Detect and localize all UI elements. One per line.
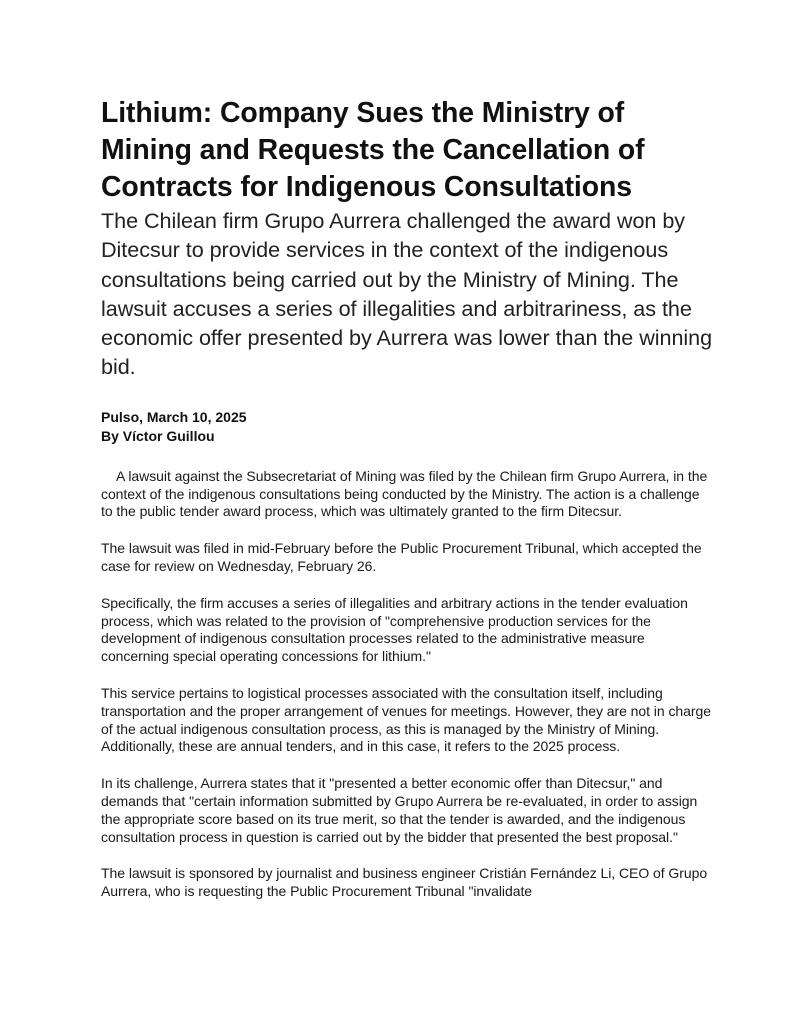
paragraph: This service pertains to logistical processes associated with the consultation itself, including transportation and the proper arrangement of venues for meetings. However, they are not in charge of the actual indigenous consultation process, as this is managed by the Ministry of Mining. Additionally, these are annual tenders, and in this case, it refers to the 2025 process. <box>101 684 711 755</box>
article-body <box>101 468 713 901</box>
article-subheadline: The Chilean firm Grupo Aurrera challenged the award won by Ditecsur to provide services in the context of the indigenous consultations being carried out by the Ministry of Mining. The lawsuit accuses a series of illegalities and arbitrariness, as the economic offer presented by Aurrera was lower than the winning bid. <box>101 208 713 380</box>
paragraph: Specifically, the firm accuses a series of illegalities and arbitrary actions in the tender evaluation process, which was related to the provision of "comprehensive production services for the development of indigenous consultation processes related to the administrative measure concerning special operating concessions for lithium." <box>101 594 688 665</box>
source-date: Pulso, March 10, 2025 <box>101 408 247 425</box>
paragraph: The lawsuit is sponsored by journalist and business engineer Cristián Fernández Li, CEO of Grupo Aurrera, who is requesting the Public Procurement Tribunal "invalidate <box>101 865 708 900</box>
paragraph: A lawsuit against the Subsecretariat of Mining was filed by the Chilean firm Grupo Aurrera, in the context of the indigenous consultations being conducted by the Ministry. The action is a challenge to the public tender award process, which was ultimately granted to the firm Ditecsur. <box>101 467 708 520</box>
paragraph: In its challenge, Aurrera states that it "presented a better economic offer than Ditecsur," and demands that "certain information submitted by Grupo Aurrera be re-evaluated, in order to assign the appropriate score based on its true merit, so that the tender is awarded, and the indigenous consultation process in question is carried out by the bidder that presented the best proposal." <box>101 775 698 845</box>
byline: By Víctor Guillou <box>101 427 215 444</box>
article-headline: Lithium: Company Sues the Ministry of Mining and Requests the Cancellation of Contracts for Indigenous Consultations <box>101 97 645 203</box>
article-meta <box>101 408 713 446</box>
paragraph: The lawsuit was filed in mid-February before the Public Procurement Tribunal, which accepted the case for review on Wednesday, February 26. <box>101 540 702 574</box>
document-page <box>101 95 713 920</box>
